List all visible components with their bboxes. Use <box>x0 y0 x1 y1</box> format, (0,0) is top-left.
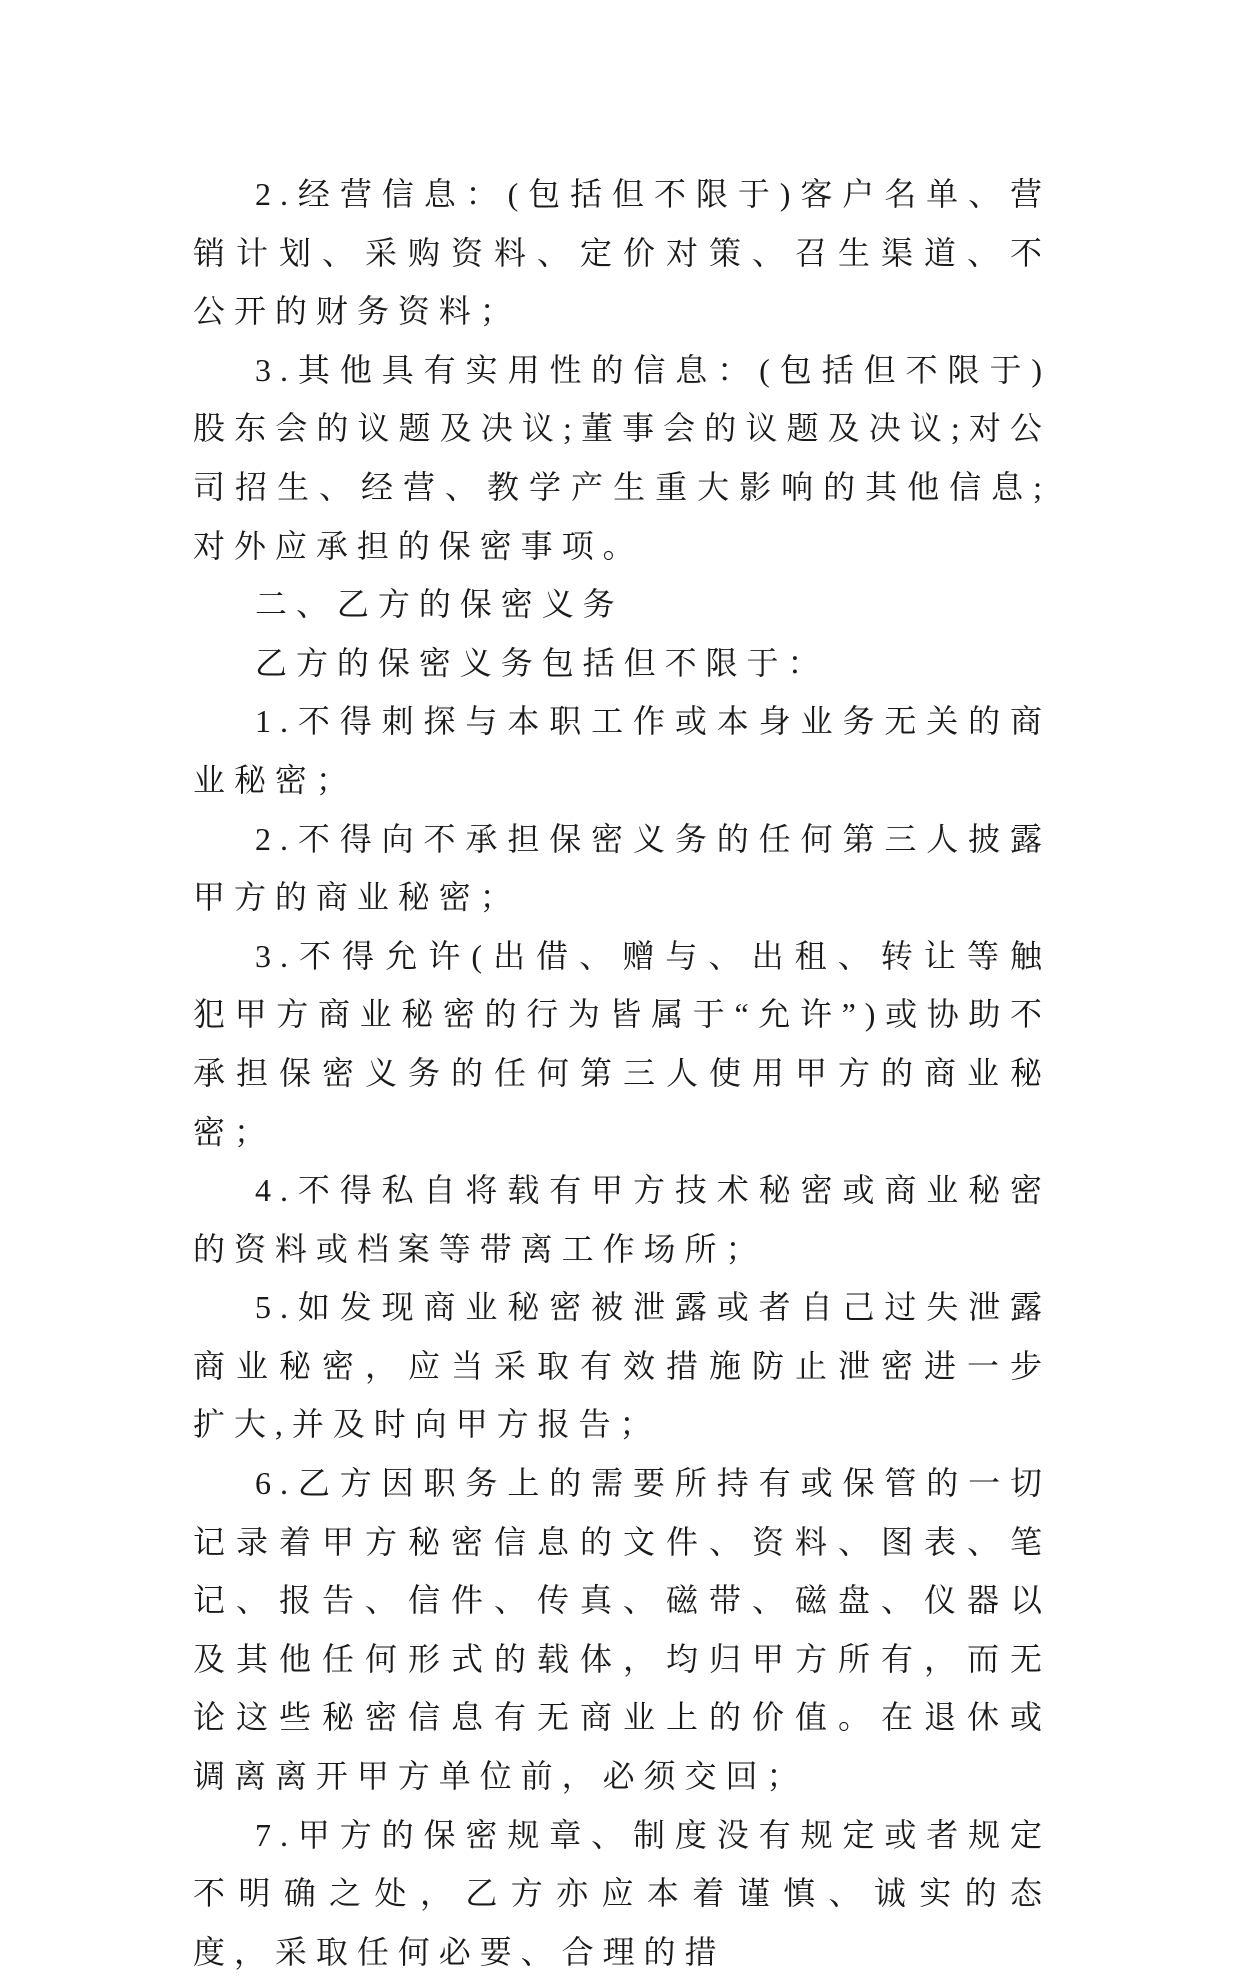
obligation-item-5: 5.如发现商业秘密被泄露或者自己过失泄露商业秘密，应当采取有效措施防止泄密进一步扩大,并及时向甲方报告； <box>193 1289 1051 1443</box>
obligation-item-6: 6.乙方因职务上的需要所持有或保管的一切记录着甲方秘密信息的文件、资料、图表、笔记、报告、信件、传真、磁带、磁盘、仪器以及其他任何形式的载体，均归甲方所有，而无论这些秘密信息有无商业上的价值。在退休或调离离开甲方单位前，必须交回； <box>193 1465 1051 1795</box>
obligation-item-1: 1.不得刺探与本职工作或本身业务无关的商业秘密； <box>193 703 1051 798</box>
paragraph-intro: 乙方的保密义务包括但不限于： <box>255 644 829 681</box>
document-body <box>193 165 1051 1981</box>
paragraph-other-info: 3.其他具有实用性的信息：(包括但不限于)股东会的议题及决议;董事会的议题及决议;对公司招生、经营、教学产生重大影响的其他信息;对外应承担的保密事项。 <box>193 351 1051 564</box>
section-heading: 二、乙方的保密义务 <box>255 586 624 623</box>
obligation-item-7: 7.甲方的保密规章、制度没有规定或者规定不明确之处，乙方亦应本着谨慎、诚实的态度，采取任何必要、合理的措 <box>193 1816 1051 1970</box>
paragraph-business-info: 2.经营信息：(包括但不限于)客户名单、营销计划、采购资料、定价对策、召生渠道、不公开的财务资料； <box>193 176 1051 330</box>
obligation-item-3: 3.不得允许(出借、赠与、出租、转让等触犯甲方商业秘密的行为皆属于“允许”)或协助不承担保密义务的任何第三人使用甲方的商业秘密； <box>193 937 1051 1150</box>
obligation-item-2: 2.不得向不承担保密义务的任何第三人披露甲方的商业秘密； <box>193 820 1051 916</box>
obligation-item-4: 4.不得私自将载有甲方技术秘密或商业秘密的资料或档案等带离工作场所； <box>193 1172 1051 1267</box>
